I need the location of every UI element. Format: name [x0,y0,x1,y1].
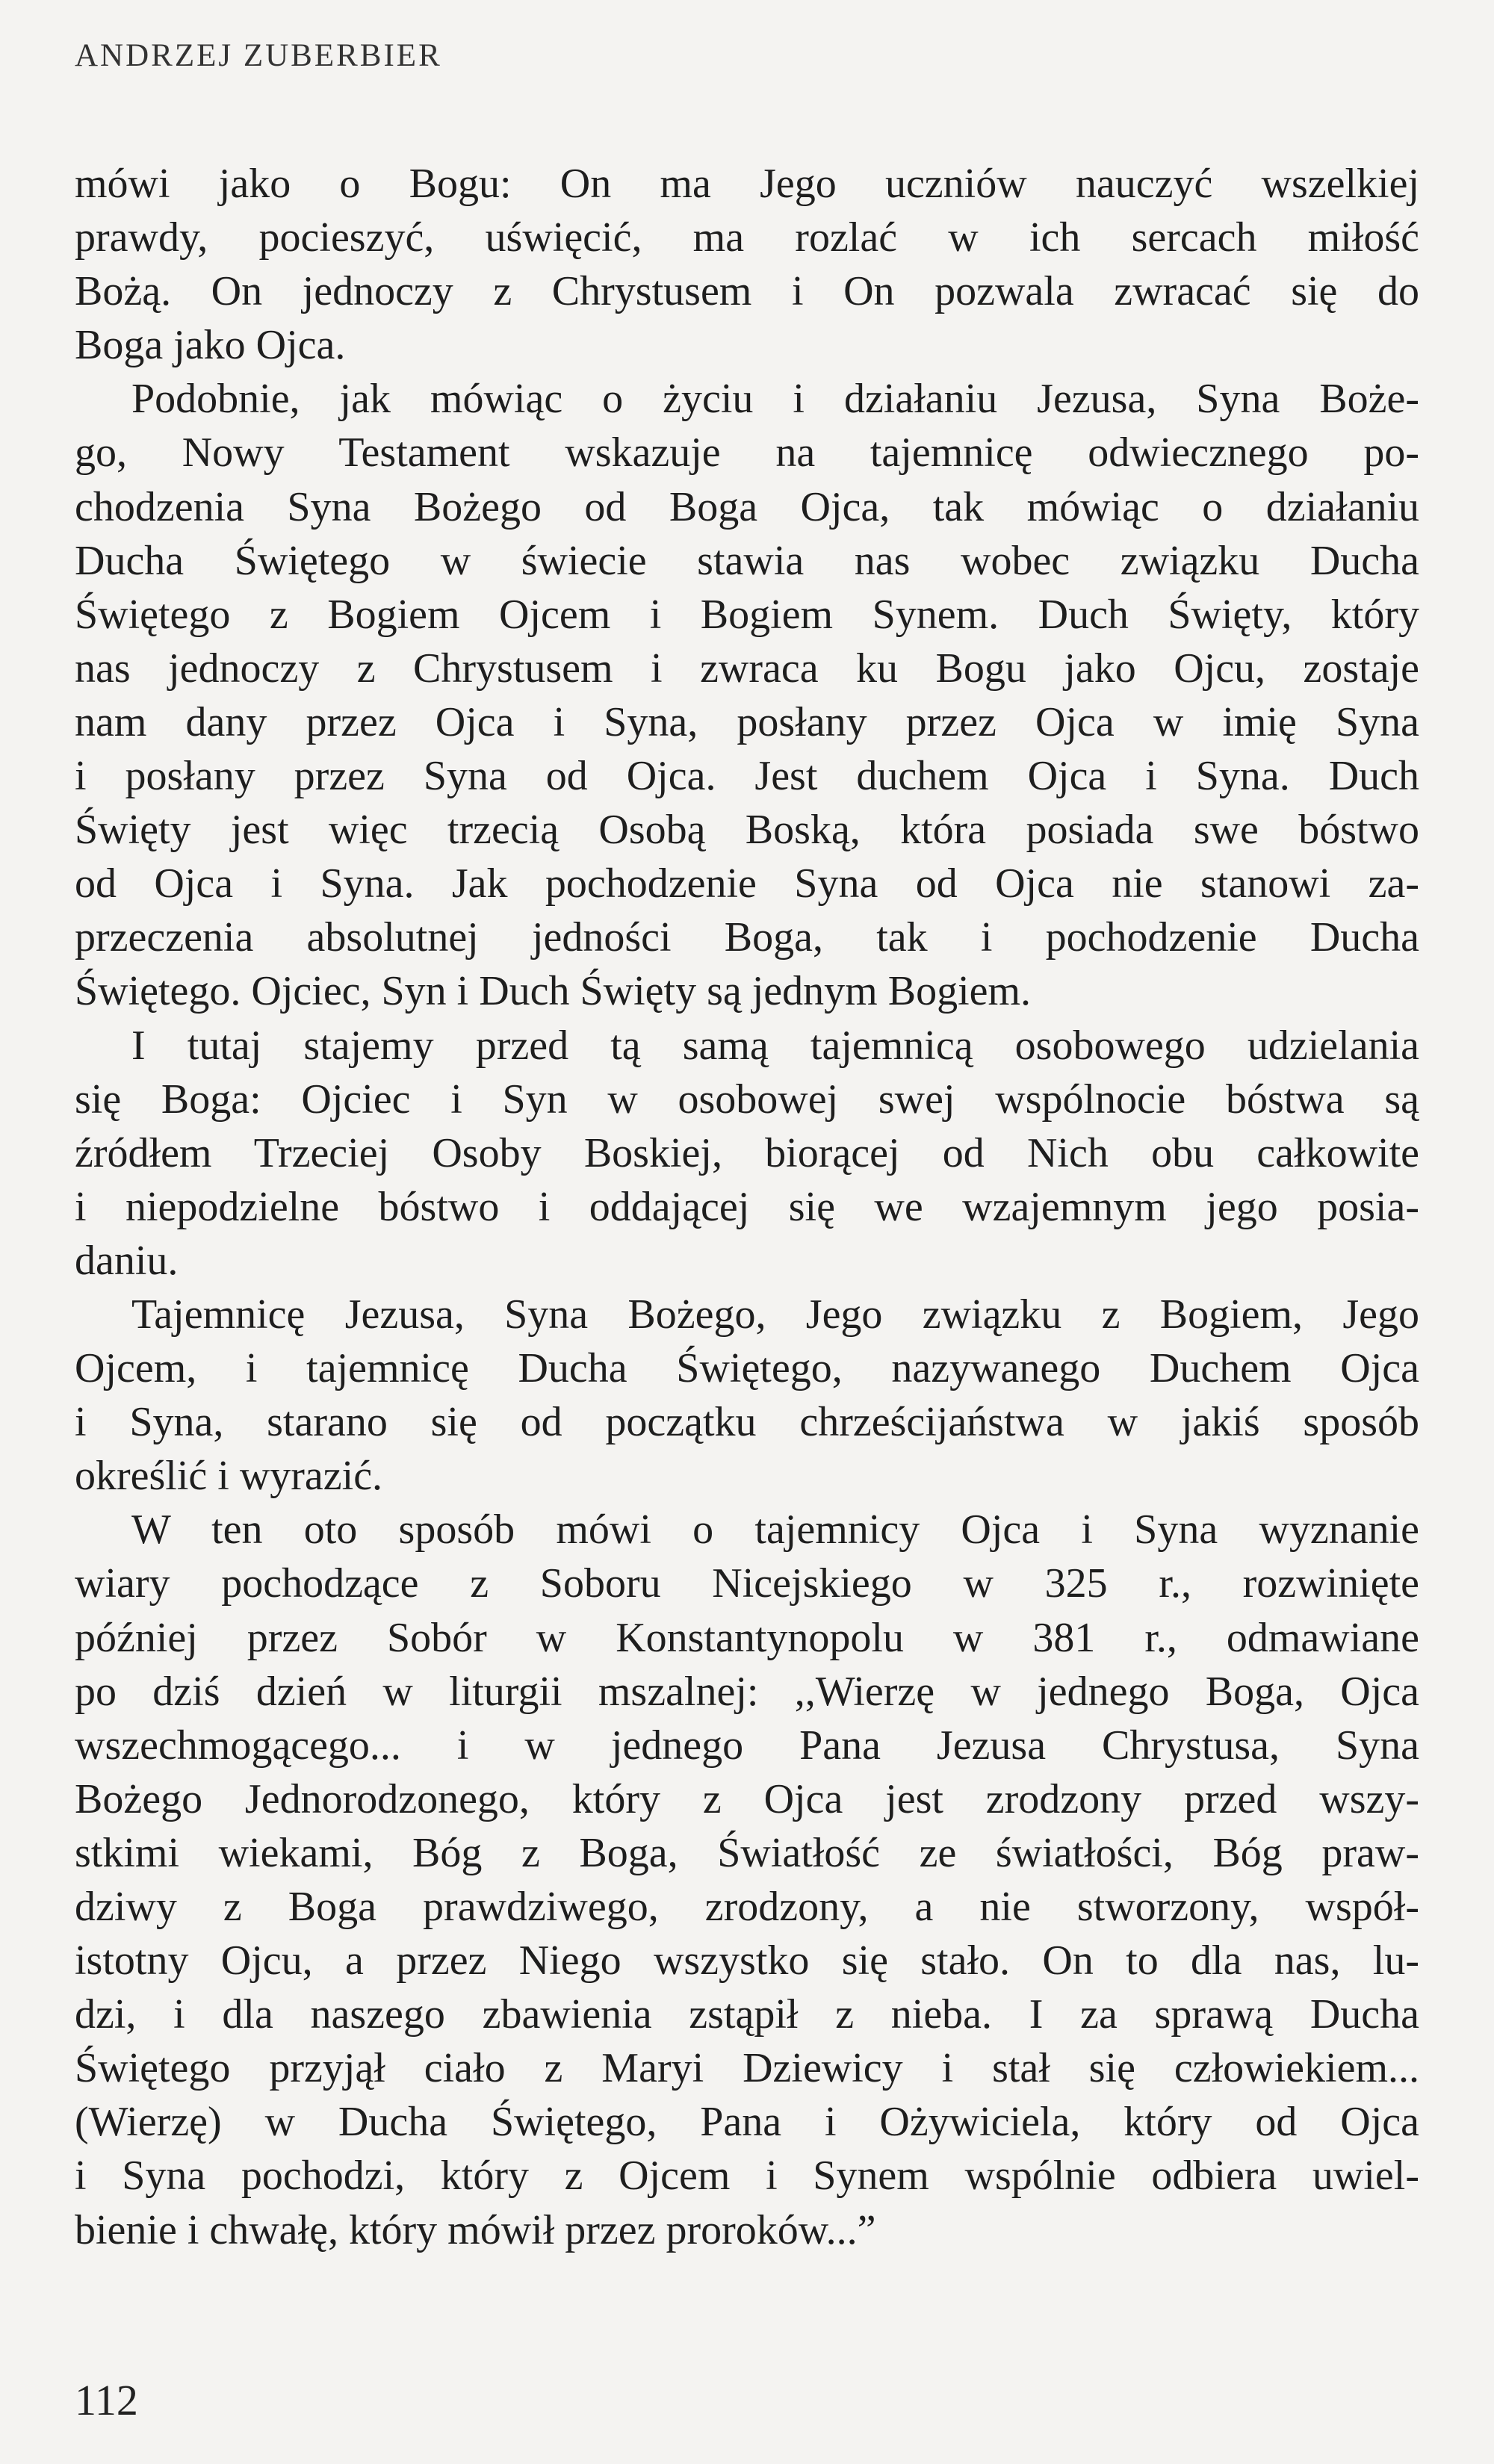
text-line: Bożego Jednorodzonego, który z Ojca jest zrodzony przed wszy- [75,1775,1419,1822]
text-line: Święty jest więc trzecią Osobą Boską, która posiada swe bóstwo [75,807,1419,854]
text-line: daniu. [75,1237,179,1284]
text-line: Boga jako Ojca. [75,322,346,369]
text-line: Podobnie, jak mówiąc o życiu i działaniu Jezusa, Syna Boże- [131,376,1419,423]
text-line: wiary pochodzące z Soboru Nicejskiego w 325 r., rozwinięte [75,1560,1419,1607]
text-line: dzi, i dla naszego zbawienia zstąpił z nieba. I za sprawą Ducha [75,1991,1419,2038]
body-text [75,157,1419,2257]
text-line: chodzenia Syna Bożego od Boga Ojca, tak mówiąc o działaniu [75,483,1419,530]
text-line: istotny Ojcu, a przez Niego wszystko się stało. On to dla nas, lu- [75,1937,1419,1984]
text-line: później przez Sobór w Konstantynopolu w 381 r., odmawiane [75,1614,1419,1661]
text-line: Świętego. Ojciec, Syn i Duch Święty są jednym Bogiem. [75,968,1032,1015]
text-line: i Syna, starano się od początku chrześcijaństwa w jakiś sposób [75,1399,1419,1446]
text-line: nas jednoczy z Chrystusem i zwraca ku Bogu jako Ojcu, zostaje [75,645,1419,692]
text-line: dziwy z Boga prawdziwego, zrodzony, a nie stworzony, współ- [75,1884,1419,1930]
text-line: Tajemnicę Jezusa, Syna Bożego, Jego związku z Bogiem, Jego [131,1291,1419,1338]
text-line: mówi jako o Bogu: On ma Jego uczniów nauczyć wszelkiej [75,161,1419,207]
text-line: (Wierzę) w Ducha Świętego, Pana i Ożywiciela, który od Ojca [75,2099,1419,2146]
text-line: i Syna pochodzi, który z Ojcem i Synem wspólnie odbiera uwiel- [75,2153,1419,2200]
text-line: wszechmogącego... i w jednego Pana Jezusa Chrystusa, Syna [75,1722,1419,1769]
text-line: Świętego z Bogiem Ojcem i Bogiem Synem. Duch Święty, który [75,591,1419,638]
text-line: się Boga: Ojciec i Syn w osobowej swej wspólnocie bóstwa są [75,1076,1419,1123]
text-line: W ten oto sposób mówi o tajemnicy Ojca i Syna wyznanie [131,1506,1419,1554]
text-line: nam dany przez Ojca i Syna, posłany przez Ojca w imię Syna [75,698,1419,745]
text-line: po dziś dzień w liturgii mszalnej: ,,Wierzę w jednego Boga, Ojca [75,1668,1419,1715]
text-line: I tutaj stajemy przed tą samą tajemnicą osobowego udzielania [131,1022,1419,1069]
page-number: 112 [75,2376,138,2424]
text-line: bienie i chwałę, który mówił przez proroków...” [75,2206,876,2253]
text-line: określić i wyrazić. [75,1453,383,1500]
text-line: od Ojca i Syna. Jak pochodzenie Syna od Ojca nie stanowi za- [75,860,1419,907]
text-line: przeczenia absolutnej jedności Boga, tak i pochodzenie Ducha [75,914,1419,961]
text-line: i posłany przez Syna od Ojca. Jest duchem Ojca i Syna. Duch [75,753,1419,800]
text-line: Ojcem, i tajemnicę Ducha Świętego, nazywanego Duchem Ojca [75,1345,1419,1392]
text-line: stkimi wiekami, Bóg z Boga, Światłość ze światłości, Bóg praw- [75,1829,1419,1876]
running-head: ANDRZEJ ZUBERBIER [75,38,442,73]
text-line: prawdy, pocieszyć, uświęcić, ma rozlać w ich sercach miłość [75,214,1419,261]
text-line: go, Nowy Testament wskazuje na tajemnicę odwiecznego po- [75,429,1419,477]
text-line: Bożą. On jednoczy z Chrystusem i On pozwala zwracać się do [75,268,1419,315]
text-line: Świętego przyjął ciało z Maryi Dziewicy i stał się człowiekiem... [75,2045,1419,2092]
text-line: źródłem Trzeciej Osoby Boskiej, biorącej od Nich obu całkowite [75,1129,1419,1176]
text-line: Ducha Świętego w świecie stawia nas wobec związku Ducha [75,537,1419,584]
text-line: i niepodzielne bóstwo i oddającej się we wzajemnym jego posia- [75,1183,1419,1230]
